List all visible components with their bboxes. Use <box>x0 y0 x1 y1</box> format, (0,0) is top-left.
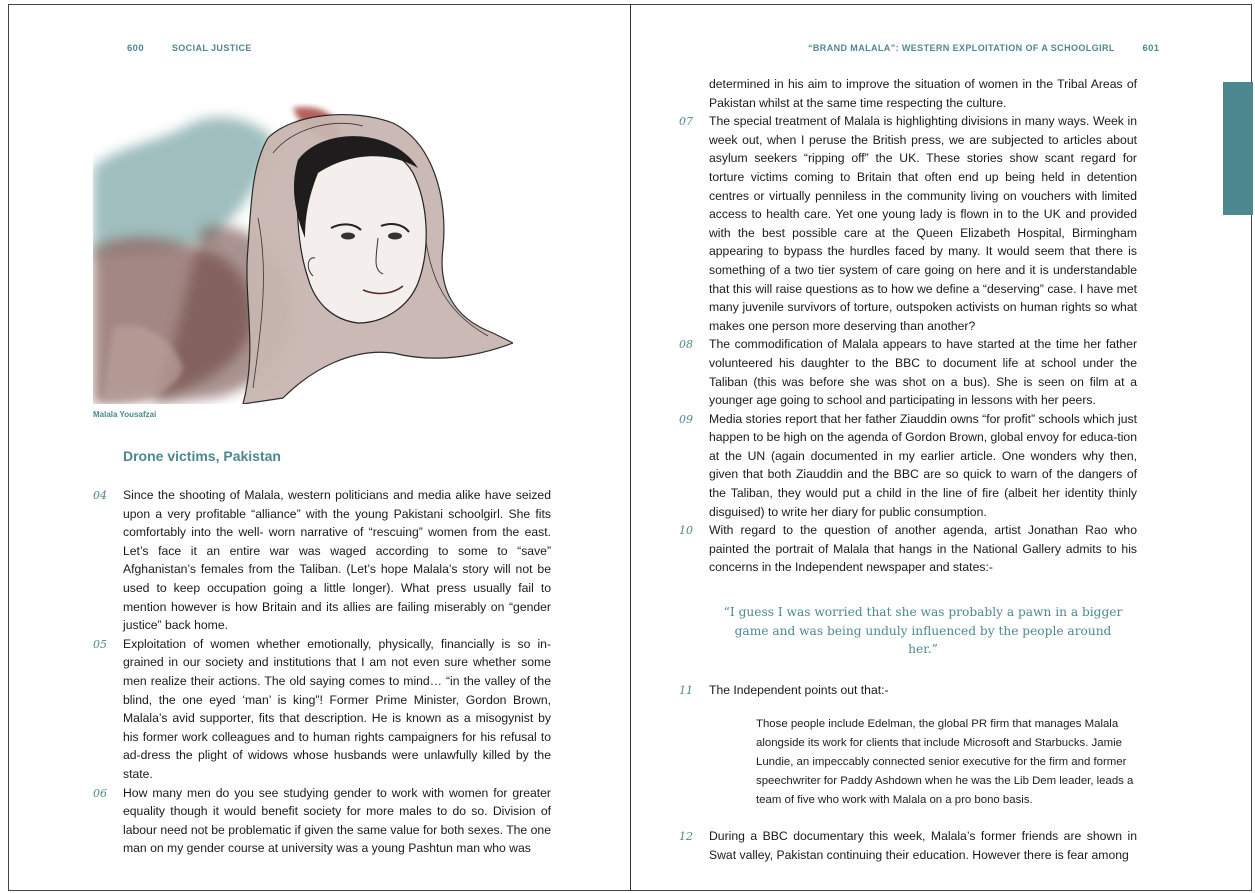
left-page-header <box>127 43 252 54</box>
portrait-illustration <box>93 98 513 404</box>
pull-quote: “I guess I was worried that she was probably a pawn in a bigger game and was being unduly influenced by the people around her.” <box>723 605 1123 657</box>
paragraph-text: The Independent points out that:- <box>709 682 889 697</box>
chapter-tab <box>1223 82 1253 215</box>
left-page-number: 600 <box>127 43 145 54</box>
paragraph-text: How many men do you see studying gender to work with women for greater equality though it would benefit society for more males to do so. Division of labour need not be problematic if given the same value for both sexes. The one man on my gender course at university was a young Pashtun man who was <box>123 785 551 856</box>
paragraph-text: With regard to the question of another agenda, artist Jonathan Rao who painted the portrait of Malala that hangs in the National Gallery admits to his concerns in the Independent newspaper and states:- <box>709 523 1137 575</box>
paragraph-11 <box>679 681 1137 700</box>
paragraph-number: 12 <box>679 830 693 844</box>
paragraph-number: 10 <box>679 524 693 538</box>
book-spine <box>630 4 631 891</box>
paragraph-text: Since the shooting of Malala, western politicians and media alike have seized upon a very profitable “alliance” with the young Pakistani schoolgirl. She fits comfortably into the well- worn narrative of “rescuing” women from the east. Let’s face it an entire war was waged according to some to “save” Afghanistan’s females from the Taliban. (Let’s hope Malala’s story will not be used to keep occupation going a little longer). What press usually fail to mention however is how Britain and its allies are failing miserably on “gender justice” back home. <box>123 488 551 633</box>
paragraph-number: 04 <box>93 489 107 502</box>
paragraph-number: 06 <box>93 786 107 800</box>
right-column <box>679 75 1137 865</box>
block-quote: Those people include Edelman, the global PR firm that manages Malala alongside its work for clients that include Microsoft and Starbucks. Jamie Lundie, an impeccably connected senior executive for the firm and former speechwriter for Paddy Ashdown when he was the Lib Dem leader, leads a team of five who work with Malala on a pro bono basis. <box>756 718 1134 806</box>
paragraph-06 <box>93 784 551 858</box>
paragraph-number: 05 <box>93 637 107 651</box>
paragraph-10 <box>679 521 1137 577</box>
left-column <box>93 486 551 858</box>
paragraph-09 <box>679 410 1137 522</box>
continuation-paragraph <box>709 75 1137 112</box>
paragraph-04 <box>93 486 551 635</box>
paragraph-text: During a BBC documentary this week, Malala’s former friends are shown in Swat valley, Pakistan continuing their education. However there is fear among <box>709 829 1137 862</box>
paragraph-05 <box>93 635 551 784</box>
paragraph-text: determined in his aim to improve the situation of women in the Tribal Areas of Pakistan whilst at the same time respecting the culture. <box>709 77 1137 110</box>
paragraph-08 <box>679 335 1137 409</box>
paragraph-number: 09 <box>679 412 693 426</box>
paragraph-12 <box>679 827 1137 864</box>
right-page-number: 601 <box>1142 43 1160 54</box>
paragraph-text: Exploitation of women whether emotionally, physically, financially is so in-grained in our society and institutions that I am not even sure whether some men realize their actions. The old saying comes to mind… “in the valley of the blind, the one eyed ‘man’ is king”! Former Prime Minister, Gordon Brown, Malala’s avid supporter, fits that description. He is known as a misogynist by his former work colleagues and to human rights campaigners for his refusal to ad-dress the plight of widows whose husbands were unlawfully killed by the state. <box>123 636 551 781</box>
right-page-header <box>808 43 1160 54</box>
right-running-title: “BRAND MALALA”: WESTERN EXPLOITATION OF A SCHOOLGIRL <box>808 43 1115 53</box>
paragraph-number: 07 <box>679 115 693 129</box>
paragraph-07 <box>679 112 1137 335</box>
image-caption: Malala Yousafzai <box>93 410 157 419</box>
paragraph-number: 08 <box>679 338 693 352</box>
paragraph-text: The special treatment of Malala is highlighting divisions in many ways. Week in week out, when I peruse the British press, we are subjected to articles about asylum seekers “ripping off” the UK. These stories show scant regard for torture victims coming to Britain that often end up being held in detention centres or virtually penniless in the community living on vouchers with limited access to health care. Yet one young lady is flown in to the UK and provided with the best possible care at the Queen Elizabeth Hospital, Birmingham appearing to bypass the hurdles faced by many. It would seem that there is something of a two tier system of care going on here and it is understandable that this will raise questions as to how we define a “deserving” case. I have met many juvenile survivors of torture, outspoken activists on human rights so what makes one person more deserving than another? <box>709 114 1137 333</box>
paragraph-number: 11 <box>679 683 693 697</box>
paragraph-text: The commodification of Malala appears to have started at the time her father volunteered his daughter to the BBC to document life at school under the Taliban (this was before she was shot on a bus). She is seen on film at a younger age going to school and participating in lessons with her peers. <box>709 337 1137 408</box>
left-section-title: SOCIAL JUSTICE <box>171 43 252 53</box>
section-heading: Drone victims, Pakistan <box>123 448 281 464</box>
paragraph-text: Media stories report that her father Ziauddin owns “for profit” schools which just happen to be high on the agenda of Gordon Brown, global envoy for educa-tion at the UN (again documented in my earlier article. One wonders why then, given that both Ziauddin and the BBC are so quick to warn of the dangers of the Taliban, they would put a child in the line of fire (albeit her identity thinly disguised) to write her diary for public consumption. <box>709 411 1137 519</box>
